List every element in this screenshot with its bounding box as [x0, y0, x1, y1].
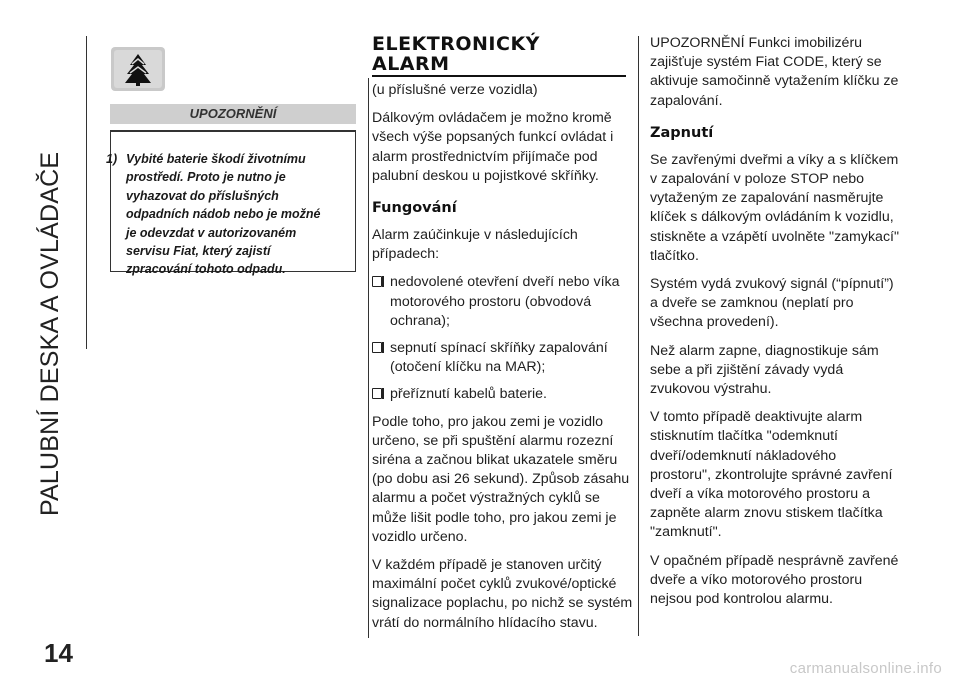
paragraph: Se zavřenými dveřmi a víky a s klíčkem v zapalování v poloze STOP nebo vytaženým ze zapalování nasměrujte klíček s dálkovým ovládáním k vozidlu, stiskněte a vzápětí uvolněte "zamykací" tlačítko. — [650, 151, 900, 264]
warning-line: prostředí. Proto je nutno je — [126, 170, 286, 185]
list-item-text: sepnutí spínací skříňky zapalování (otočení klíčku na MAR); — [390, 340, 608, 376]
list-item-text: přeříznutí kabelů baterie. — [390, 386, 547, 403]
page-number: 14 — [44, 638, 73, 668]
warning-line: je odevzdat v autorizovaném — [126, 225, 297, 240]
paragraph: V každém případě je stanoven určitý maximální počet cyklů zvukové/optické signalizace poplachu, po nichž se systém vrátí do normálního hlídacího stavu. — [372, 557, 633, 631]
paragraph: Systém vydá zvukový signál (“pípnutí”) a dveře se zamknou (neplatí pro všechna provedení). — [650, 276, 894, 331]
paragraph: V tomto případě deaktivujte alarm stisknutím tlačítka "odemknutí dveří/odemknutí nákladového prostoru", zkontrolujte správné zavření dveří a víka motorového prostoru a zapněte alarm znovu stiskem tlačítka "zamknutí". — [650, 409, 893, 541]
section-intro: Alarm zaúčinkuje v následujících případech: — [372, 227, 578, 263]
subtitle: (u příslušné verze vozidla) — [372, 82, 538, 98]
right-column — [650, 34, 900, 618]
divider-right — [638, 36, 639, 636]
list-item — [372, 385, 634, 404]
warning-line: odpadních nádob nebo je možné — [126, 207, 321, 222]
checkbox-bullet-icon — [372, 388, 382, 399]
paragraph: V opačném případě nesprávně zavřené dveře a víko motorového prostoru nejsou pod kontrolou alarmu. — [650, 552, 899, 608]
subheading-zapnuti: Zapnutí — [650, 124, 714, 141]
paragraph: Než alarm zapne, diagnostikuje sám sebe a při zjištění závady vydá zvukovou výstrahu. — [650, 342, 879, 398]
watermark: carmanualsonline.info — [789, 660, 942, 677]
warning-header: UPOZORNĚNÍ — [110, 104, 356, 124]
warning-line: Vybité baterie škodí životnímu — [126, 152, 306, 166]
checkbox-bullet-icon — [372, 342, 382, 353]
list-item — [372, 273, 634, 331]
paragraph: Podle toho, pro jakou zemi je vozidlo určeno, se při spuštění alarmu rozezní siréna a začnou blikat ukazatele směru (po dobu asi 26 sekund). Způsob zásahu alarmu a počet výstražných cyklů se může lišit podle toho, pro jakou zemi je vozidlo určeno. — [372, 413, 630, 545]
warning-line: zpracování tohoto odpadu. — [126, 262, 286, 277]
warning-number: 1) — [106, 152, 118, 166]
list-item — [372, 339, 634, 377]
section-title-vertical: PALUBNÍ DESKA A OVLÁDAČE — [36, 151, 64, 516]
list-item-text: nedovolené otevření dveří nebo víka motorového prostoru (obvodová ochrana); — [390, 274, 620, 329]
recycle-tree-icon — [110, 46, 166, 92]
warning-line: servisu Fiat, který zajistí — [126, 244, 271, 259]
section-heading-line2: ALARM — [372, 53, 450, 75]
middle-column — [372, 34, 634, 642]
heading-rule — [372, 75, 626, 77]
divider-middle — [368, 78, 369, 638]
checkbox-bullet-icon — [372, 276, 382, 287]
divider-left — [86, 36, 87, 349]
warning-line: vyhazovat do příslušných — [126, 188, 279, 203]
subheading-fungovani: Fungování — [372, 200, 457, 217]
trigger-list — [372, 273, 634, 404]
paragraph: UPOZORNĚNÍ Funkci imobilizéru zajišťuje systém Fiat CODE, který se aktivuje samočinně vytažením klíčku ze zapalování. — [650, 35, 899, 109]
intro-paragraph: Dálkovým ovládačem je možno kromě všech výše popsaných funkcí ovládat i alarm prostřednictvím přijímače pod palubní deskou u pojistkové skříňky. — [372, 110, 614, 184]
section-heading-line1: ELEKTRONICKÝ — [372, 33, 540, 55]
warning-text — [106, 150, 356, 279]
